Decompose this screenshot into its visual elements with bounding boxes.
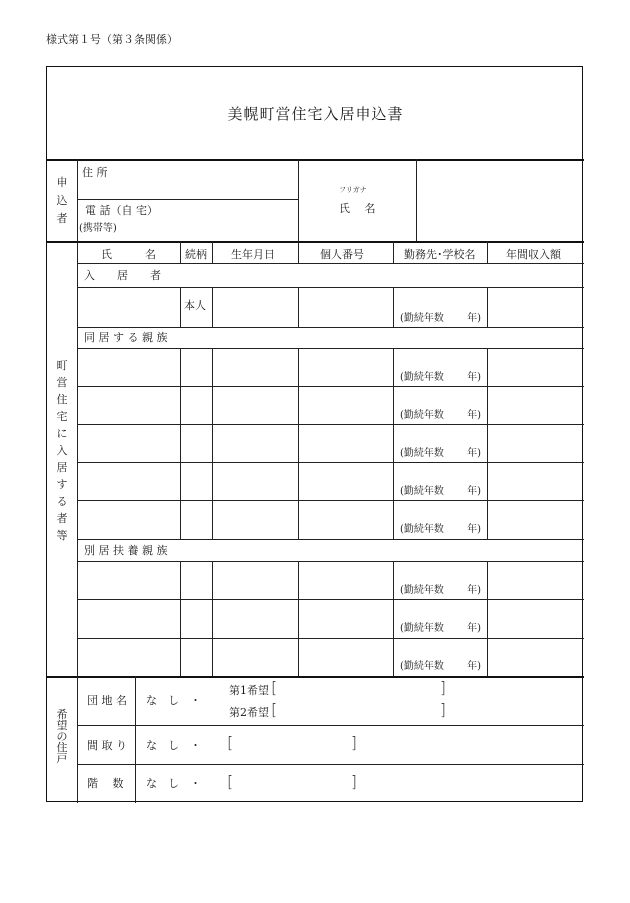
complex-label: 団 地 名 — [87, 694, 127, 707]
layout-none-option[interactable]: な し ・ — [146, 739, 201, 752]
tenure-text: (勤続年数 年) — [400, 585, 481, 596]
tenure-text: (勤続年数 年) — [400, 372, 481, 383]
self-relation: 本人 — [184, 299, 206, 312]
first-choice-field[interactable]: [ ] — [271, 678, 446, 697]
tenure-text: (勤続年数 年) — [400, 448, 481, 459]
tenure-text: (勤続年数 年) — [400, 623, 481, 634]
layout-field[interactable]: [ ] — [227, 733, 357, 752]
separate-label: 別 居 扶 養 親 族 — [84, 544, 168, 557]
first-choice-label: 第1希望 — [229, 684, 269, 697]
header-my-number: 個人番号 — [320, 248, 364, 261]
tenure-text: (勤続年数 年) — [400, 486, 481, 497]
second-choice-label: 第2希望 — [229, 706, 269, 719]
form-title: 美幌町営住宅入居申込書 — [227, 105, 404, 123]
desired-section-label: 希 望 の 住 戸 — [56, 708, 68, 765]
header-birthdate: 生年月日 — [231, 248, 275, 261]
occupant-label: 入 居 者 — [84, 269, 161, 282]
floor-field[interactable]: [ ] — [227, 772, 357, 791]
tenure-text: (勤続年数 年) — [400, 410, 481, 421]
applicant-name-label: 氏 名 — [339, 202, 376, 215]
residents-section-label: 町 営 住 宅 に 入 居 す る 者 等 — [56, 359, 68, 542]
header-workplace: 勤務先･学校名 — [404, 248, 476, 261]
layout-label: 間 取 り — [87, 739, 127, 752]
tenure-text: (勤続年数 年) — [400, 661, 481, 672]
application-form — [46, 66, 583, 802]
header-income: 年間収入額 — [506, 248, 561, 261]
floor-none-option[interactable]: な し ・ — [146, 777, 201, 790]
cohabit-label: 同 居 す る 親 族 — [84, 331, 168, 344]
tenure-text: (勤続年数 年) — [400, 524, 481, 535]
header-name: 氏 名 — [101, 248, 156, 261]
mobile-label: (携帯等) — [79, 223, 117, 234]
address-label: 住 所 — [82, 166, 108, 179]
applicant-section-label: 申 込 者 — [56, 176, 68, 225]
header-relation: 続柄 — [185, 248, 207, 261]
tenure-text: (勤続年数 年) — [400, 313, 481, 324]
form-id: 様式第１号（第３条関係） — [46, 33, 178, 46]
phone-label: 電 話（自 宅） — [85, 204, 158, 217]
second-choice-field[interactable]: [ ] — [271, 700, 446, 719]
complex-none-option[interactable]: な し ・ — [146, 694, 201, 707]
floor-label: 階 数 — [87, 777, 124, 790]
furigana-label: フリガナ — [339, 186, 367, 194]
